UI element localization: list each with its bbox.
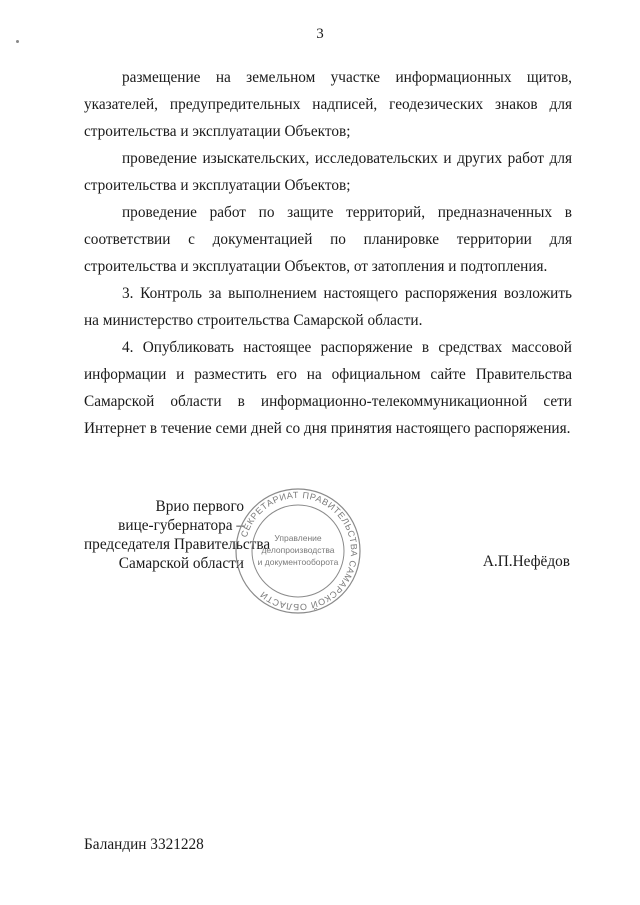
signatory-name: А.П.Нефёдов [482, 553, 570, 570]
paragraph-item-3-control: 3. Контроль за выполнением настоящего распоряжения возложить на министерство строительства Самарской области. [84, 285, 572, 329]
seal-center-line: и документооборота [257, 557, 339, 567]
signatory-title-line: вице-губернатора – [118, 517, 244, 534]
seal-ring-text: СЕКРЕТАРИАТ ПРАВИТЕЛЬСТВА САМАРСКОЙ ОБЛАСТИ [238, 489, 360, 613]
margin-mark [16, 40, 19, 43]
seal-center-line: делопроизводства [261, 545, 335, 555]
signatory-title-line: Врио первого [155, 498, 244, 515]
paragraph-survey-works: проведение изыскательских, исследовательских и других работ для строительства и эксплуатации Объектов; [84, 150, 572, 194]
paragraph-placement-of-signs: размещение на земельном участке информационных щитов, указателей, предупредительных надписей, геодезических знаков для строительства и эксплуатации Объектов; [84, 69, 572, 140]
official-seal [233, 486, 363, 616]
signatory-title-line: председателя Правительства [84, 536, 271, 553]
paragraph-item-4-publication: 4. Опубликовать настоящее распоряжение в средствах массовой информации и разместить его на официальном сайте Правительства Самарской области в информационно-телекоммуникационной сети Интернет в течение семи дней со дня принятия настоящего распоряжения. [84, 339, 572, 437]
seal-center-line: Управление [274, 533, 322, 543]
paragraph-flood-protection: проведение работ по защите территорий, предназначенных в соответствии с документацией по планировке территории для строительства и эксплуатации Объектов, от затопления и подтопления. [84, 204, 572, 275]
signatory-title-line: Самарской области [118, 555, 244, 572]
signatory-title [84, 497, 271, 573]
document-body [84, 64, 572, 442]
page-number: 3 [316, 26, 324, 42]
executor-contact: Баландин 3321228 [84, 836, 204, 853]
